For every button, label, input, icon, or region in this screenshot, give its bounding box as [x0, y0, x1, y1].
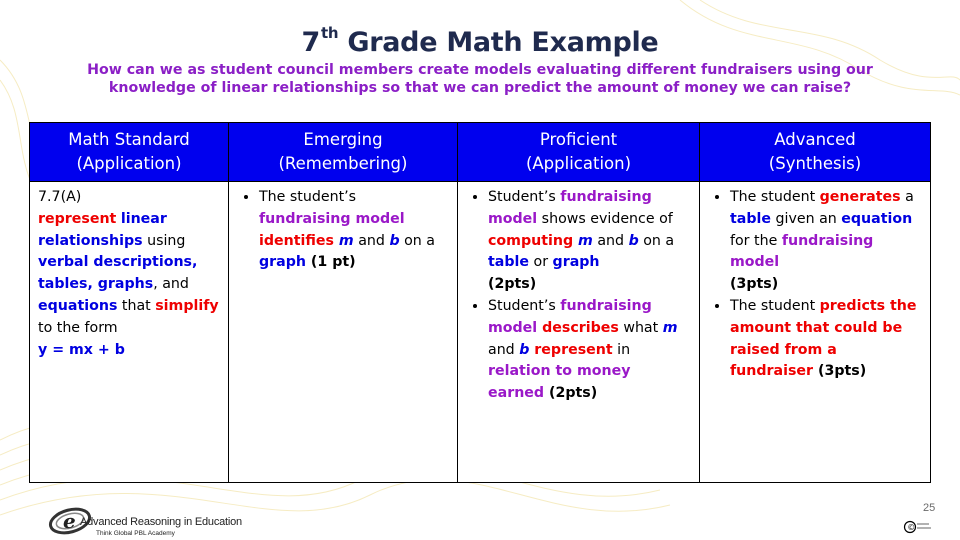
slide-subtitle: How can we as student council members create models evaluating different fundraisers using our knowledge of linear relationships so that we can predict the amount of money we can raise?: [87, 62, 873, 96]
cell-math-standard: 7.7(A) represent linear relationships using verbal descriptions, tables, graphs, and equations that simplify to the form y = mx + b: [30, 182, 229, 483]
header-proficient: Proficient (Application): [458, 123, 700, 182]
emerging-bullet-1: • The student’s fundraising model identifies m and b on a graph (1 pt): [259, 187, 449, 274]
cell-advanced: [700, 182, 931, 483]
header-advanced: Advanced (Synthesis): [700, 123, 931, 182]
advanced-bullet-2: • The student predicts the amount that could be raised from a fundraiser (3pts): [730, 296, 922, 383]
org-tagline: Think Global PBL Academy: [96, 530, 175, 537]
cell-proficient: [458, 182, 700, 483]
copyright-icon: [903, 518, 933, 536]
rubric-header-row: [30, 123, 931, 182]
advanced-bullet-1: • The student generates a table given an equation for the fundraising model (3pts): [730, 187, 922, 296]
cell-emerging: [229, 182, 458, 483]
slide-title: 7th Grade Math Example: [301, 24, 659, 58]
logo-letter: e: [63, 509, 76, 533]
proficient-bullet-1: • Student’s fundraising model shows evidence of computing m and b on a table or graph (2pts): [488, 187, 691, 296]
proficient-bullet-2: • Student’s fundraising model describes what m and b represent in relation to money earned (2pts): [488, 296, 691, 405]
header-math-standard: Math Standard (Application): [30, 123, 229, 182]
rubric-body-row: [30, 182, 931, 483]
page-number: 25: [923, 502, 936, 514]
org-name: Advanced Reasoning in Education: [80, 516, 242, 528]
svg-text:©: ©: [907, 523, 916, 532]
header-emerging: Emerging (Remembering): [229, 123, 458, 182]
rubric-table: [29, 122, 931, 483]
